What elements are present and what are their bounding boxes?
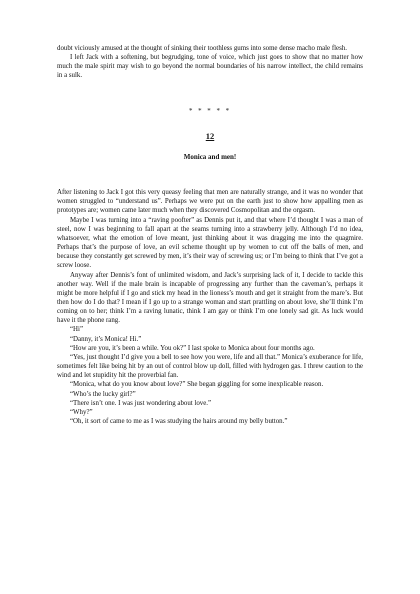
dialogue-line: “Monica, what do you know about love?” She began giggling for some inexplicable reason. [70,381,324,389]
dialogue-line: “How are you, it’s been a while. You ok?” I last spoke to Monica about four months ago. [70,344,315,352]
dialogue-line: “There isn’t one. I was just wondering about love.” [70,399,212,407]
paragraph: I left Jack with a softening, but begrudging, tone of voice, which just goes to show that no matter how much the male spirit may wish to go beyond the normal boundaries of his narrow intellect, the child remains in a sulk. [57,54,363,80]
paragraph: After listening to Jack I got this very queasy feeling that men are naturally strange, and it was no wonder that women struggled to “understand us”. Perhaps we were put on the earth just to show how appalling men as prototypes are; women came later much when they discovered Cosmopolitan and the orgasm. [57,189,363,215]
dialogue-line: “Yes, just thought I’d give you a bell to see how you were, life and all that.” Monica’s exuberance for life, sometimes felt like being hit by an out of control blow up doll, filled with hydrogen gas. I threw caution to the wind and let stupidity hit the proverbial fan. [57,353,363,380]
dialogue-line: “Danny, it’s Monica! Hi.” [70,335,142,343]
chapter-body [57,188,363,426]
paragraph: Maybe I was turning into a “raving poofter” as Dennis put it, and that where I’d thought I was a man of steel, now I was beginning to fall apart at the seams turning into a strawberry jelly. Although I’d no idea, whatsoever, what the emotion of love meant, just thinking about it was dragging me into the quagmire. Perhaps that’s the purpose of love, an evil scheme thought up by women to cut off the balls of men, and because they constantly get screwed by men, it’s their way of screwing us; or I’m being to think that I’ve got a screw loose. [57,216,363,270]
dialogue-line: “Oh, it sort of came to me as I was studying the hairs around my belly button.” [70,418,288,425]
paragraph-continued: doubt viciously amused at the thought of sinking their toothless gums into some dense macho male flesh. [57,45,347,52]
chapter-number: 12 [205,130,215,141]
dialogue-line: “Why?” [70,408,93,416]
dialogue-line: “Who’s the lucky girl?” [70,390,136,398]
dialogue-line: “Hi” [70,326,84,334]
chapter-title: Monica and men! [183,152,237,161]
paragraph: Anyway after Dennis’s font of unlimited wisdom, and Jack’s surprising lack of it, I decide to tackle this another way. Well if the male brain is incapable of progressing any further than the caveman’s, perhaps it might be more helpful if I go and stick my head in the lioness’s mouth and get it straight from the mare’s. But then how do I do that? I mean if I go up to a strange woman and start prattling on about love, she’ll think I’m coming on to her; think I’m a raving lunatic, think I am gay or think I’m one lonely sad git. As luck would have it the phone rang. [57,271,363,325]
section-separator: * * * * * [188,107,232,115]
